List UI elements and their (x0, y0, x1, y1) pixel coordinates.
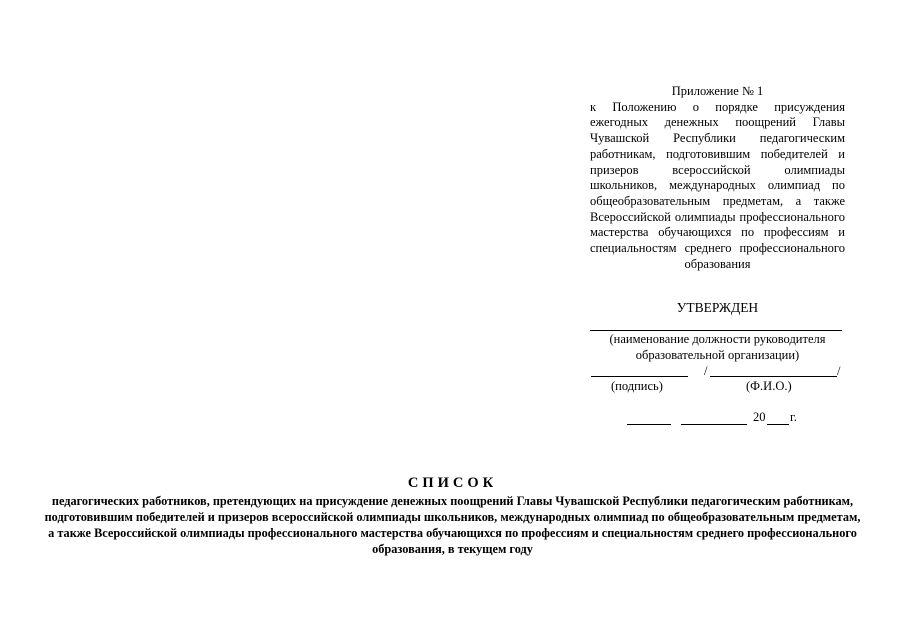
list-title: СПИСОК (407, 475, 498, 491)
date-month-blank-line (681, 424, 747, 425)
name-blank-line (710, 376, 837, 377)
date-year-blank-line (767, 424, 789, 425)
name-label: (Ф.И.О.) (746, 379, 792, 393)
date-day-blank-line (627, 424, 671, 425)
date-suffix: г. (790, 410, 797, 424)
position-label-line1: (наименование должности руководителя (609, 332, 826, 346)
appendix-block (590, 84, 845, 272)
name-slash-right: / (837, 364, 841, 378)
position-label-line2: образовательной организации) (635, 347, 800, 362)
signature-blank-line (591, 376, 688, 377)
appendix-heading: Приложение № 1 (671, 84, 764, 98)
name-slash-left: / (704, 364, 708, 378)
date-year-prefix: 20 (753, 410, 766, 424)
appendix-reference-text: к Положению о порядке присуждения ежегодных денежных поощрений Главы Чувашской Республики педагогическим работникам, подготовившим победителей и призеров всероссийской олимпиады школьников, международных олимпиад по общеобразовательным предметам, а также Всероссийской олимпиады профессионального мастерства обучающихся по профессиям и специальностям среднего профессионального образования (590, 99, 845, 271)
position-blank-line (590, 330, 842, 331)
approval-title: УТВЕРЖДЕН (676, 300, 759, 315)
list-description: педагогических работников, претендующих на присуждение денежных поощрений Главы Чувашской Республики педагогическим работникам, подготовившим победителей и призеров всероссийской олимпиады школьников, международных олимпиад по общеобразовательным предметам, а также Всероссийской олимпиады профессионального мастерства обучающихся по профессиям и специальностям среднего профессионального образования, в текущем году (44, 494, 861, 556)
position-label (590, 332, 845, 363)
list-heading-block (40, 474, 865, 557)
signature-label: (подпись) (611, 379, 663, 393)
